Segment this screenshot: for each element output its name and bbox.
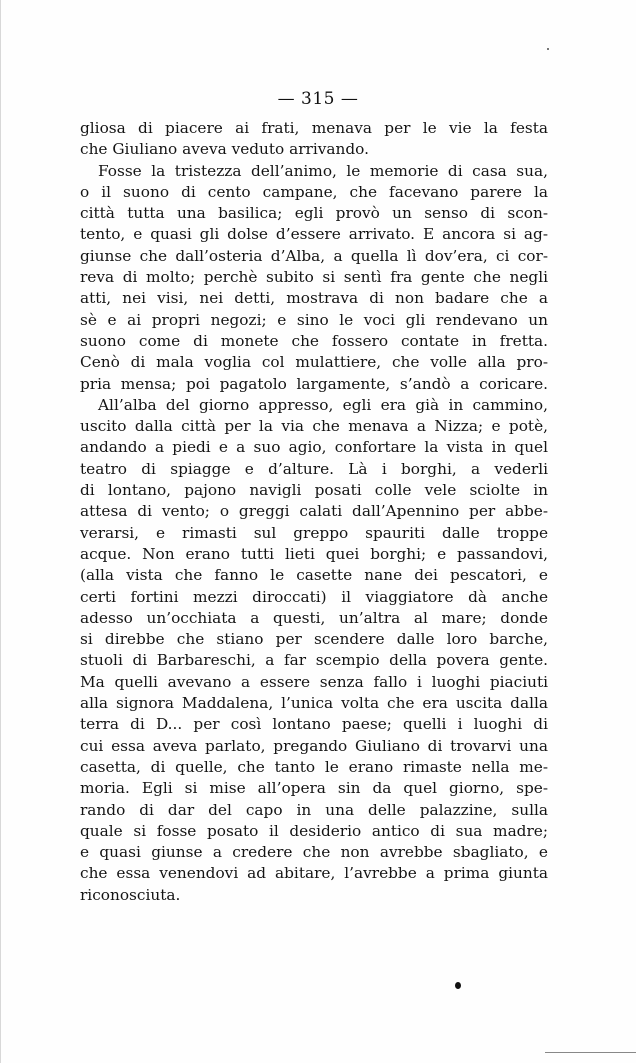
page-bottom-edge xyxy=(545,1052,636,1053)
body-text xyxy=(80,118,548,906)
text-line: andando a piedi e a suo agio, confortare la vista in quel xyxy=(80,438,548,457)
text-line: alla signora Maddalena, l’unica volta che era uscita dalla xyxy=(80,694,548,713)
page-edge xyxy=(0,0,1,1063)
text-line: casetta, di quelle, che tanto le erano rimaste nella me- xyxy=(80,757,548,776)
text-line: e quasi giunse a credere che non avrebbe sbagliato, e xyxy=(80,843,548,862)
text-line: o il suono di cento campane, che facevano parere la xyxy=(80,182,548,201)
page-number: — 315 — xyxy=(277,89,359,109)
ink-dot xyxy=(455,982,461,989)
text-line: Cenò di mala voglia col mulattiere, che volle alla pro- xyxy=(80,353,548,372)
text-line: All’alba del giorno appresso, egli era già in cammino, xyxy=(98,395,548,414)
text-line: quale si fosse posato il desiderio antico di sua madre; xyxy=(80,821,548,840)
text-line: sè e ai propri negozi; e sino le voci gli rendevano un xyxy=(80,310,548,329)
text-line: terra di D... per così lontano paese; quelli i luoghi di xyxy=(80,715,548,734)
text-line: (alla vista che fanno le casette nane dei pescatori, e xyxy=(80,566,548,585)
text-line: teatro di spiagge e d’alture. Là i borghi, a vederli xyxy=(80,459,548,478)
text-line: gliosa di piacere ai frati, menava per le vie la festa xyxy=(80,119,548,137)
text-line: uscito dalla città per la via che menava a Nizza; e potè, xyxy=(80,417,548,436)
text-line: verarsi, e rimasti sul greppo spauriti dalle troppe xyxy=(80,523,548,542)
text-line: si direbbe che stiano per scendere dalle loro barche, xyxy=(80,630,548,649)
text-line: città tutta una basilica; egli provò un senso di scon- xyxy=(80,204,548,223)
text-line: moria. Egli si mise all’opera sin da quel giorno, spe- xyxy=(80,779,548,798)
text-line: pria mensa; poi pagatolo largamente, s’andò a coricare. xyxy=(80,374,548,393)
text-line: certi fortini mezzi diroccati) il viaggiatore dà anche xyxy=(80,587,548,606)
text-line: cui essa aveva parlato, pregando Giuliano di trovarvi una xyxy=(80,736,548,755)
text-line: Fosse la tristezza dell’animo, le memorie di casa sua, xyxy=(98,161,548,180)
text-line: rando di dar del capo in una delle palazzine, sulla xyxy=(80,800,548,819)
text-line: attesa di vento; o greggi calati dall’Apennino per abbe- xyxy=(80,502,548,521)
text-line: di lontano, pajono navigli posati colle vele sciolte in xyxy=(80,481,548,500)
text-line: stuoli di Barbareschi, a far scempio della povera gente. xyxy=(80,651,548,670)
text-line: acque. Non erano tutti lieti quei borghi; e passandovi, xyxy=(80,544,548,563)
text-line: giunse che dall’osteria d’Alba, a quella lì dov’era, ci cor- xyxy=(80,246,548,265)
text-line: suono come di monete che fossero contate in fretta. xyxy=(80,331,548,350)
text-line: che Giuliano aveva veduto arrivando. xyxy=(80,140,369,159)
text-line: Ma quelli avevano a essere senza fallo i luoghi piaciuti xyxy=(80,672,548,691)
text-line: che essa venendovi ad abitare, l’avrebbe a prima giunta xyxy=(80,864,548,883)
text-line: reva di molto; perchè subito si sentì fra gente che negli xyxy=(80,268,548,287)
text-line: riconosciuta. xyxy=(80,885,181,904)
text-line: tento, e quasi gli dolse d’essere arrivato. E ancora si ag- xyxy=(80,225,548,244)
text-line: adesso un’occhiata a questi, un’altra al mare; donde xyxy=(80,608,548,627)
ink-speck xyxy=(547,48,549,50)
text-line: atti, nei visi, nei detti, mostrava di non badare che a xyxy=(80,289,548,308)
